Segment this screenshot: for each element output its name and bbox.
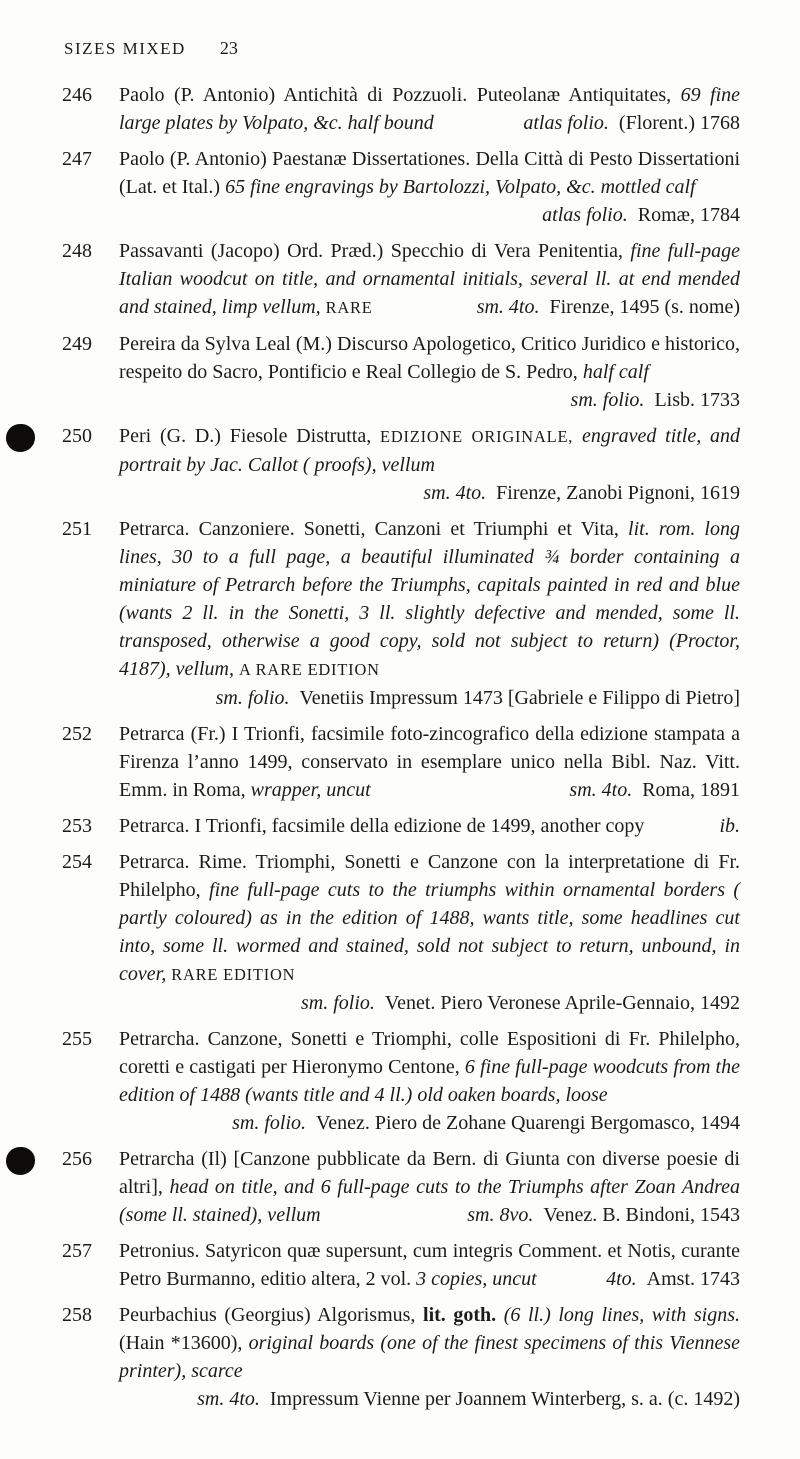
- text-segment: fine full-page cuts to the triumphs within ornamental borders ( partly coloured) as in the edition of 1488, wants title, some headlines cut into, some ll. wormed and stained, sold not subject to return, unbound, in cover,: [119, 879, 740, 985]
- text-segment: sm. folio.: [570, 389, 645, 411]
- entry-imprint: [283, 989, 740, 1017]
- catalog-entry: [62, 330, 740, 414]
- text-segment: Firenze, Zanobi Pignoni, 1619: [486, 482, 740, 504]
- text-segment: lit. rom. long lines, 30 to a full page, a beautiful illuminated ¾ border containing a miniature of Petrarch before the Triumphs, capitals painted in red and blue (wants 2 ll. in the Sonetti, 3 ll. slightly defective and mended, some ll. transposed, otherwise a good copy, sold not subject to return) (Proctor, 4187), vellum,: [119, 518, 740, 680]
- text-segment: Passavanti (Jacopo) Ord. Præd.) Specchio di Vera Penitentia,: [119, 240, 631, 262]
- text-segment: Peri (G. D.) Fiesole Distrutta,: [119, 425, 380, 447]
- entry-imprint: [405, 479, 740, 507]
- text-segment: Pereira da Sylva Leal (M.) Discurso Apologetico, Critico Juridico e historico, respeito do Sacro, Pontificio e Real Collegio de S. Pedro,: [119, 333, 740, 383]
- text-segment: 6 fine full-page woodcuts from the edition of 1488 (wants title and 4 ll.) old oaken boards, loose: [119, 1056, 740, 1106]
- text-segment: Petrarca (Fr.) I Trionfi, facsimile foto-zincografico della edizione stampata a Firenza l’anno 1499, conservato in esemplare unico nella Bibl. Naz. Vitt. Emm. in Roma,: [119, 723, 740, 801]
- text-segment: RARE EDITION: [171, 965, 296, 984]
- text-segment: Roma, 1891: [632, 779, 740, 801]
- entry-imprint: [588, 1265, 740, 1293]
- catalog-entry: [62, 81, 740, 137]
- text-segment: 65 fine engravings by Bartolozzi, Volpato, &c. mottled calf: [225, 176, 696, 198]
- entry-number: 254: [62, 851, 92, 873]
- entry-number: 248: [62, 240, 92, 262]
- text-segment: Paolo (P. Antonio) Paestanæ Dissertationes. Della Città di Pesto Dissertationi (Lat. et Ital.): [119, 148, 740, 198]
- catalog-entry: [62, 1237, 740, 1293]
- text-segment: (Hain *13600),: [119, 1332, 249, 1354]
- entry-imprint: [551, 776, 740, 804]
- text-segment: atlas folio.: [523, 112, 609, 134]
- text-segment: EDIZIONE ORIGINALE,: [379, 427, 574, 446]
- entry-body: [119, 148, 740, 198]
- text-segment: (Florent.) 1768: [608, 112, 740, 134]
- text-segment: head on title, and 6 full-page cuts to the Triumphs after Zoan Andrea (some ll. stained), vellum: [119, 1176, 740, 1226]
- catalog-entry: [62, 1025, 740, 1137]
- page-number: 23: [219, 38, 238, 58]
- catalog-entry: [62, 515, 740, 712]
- entry-number: 253: [62, 815, 92, 837]
- text-segment: sm. 4to.: [476, 296, 540, 318]
- text-segment: lit. goth.: [423, 1304, 497, 1326]
- text-segment: Petrarcha. Canzone, Sonetti e Triomphi, colle Espositioni di Fr. Philelpho, coretti e castigati per Hieronymo Centone,: [119, 1028, 740, 1078]
- entry-number: 255: [62, 1028, 92, 1050]
- entry-imprint: [459, 293, 740, 321]
- text-segment: Romæ, 1784: [627, 204, 740, 226]
- entry-body: [119, 851, 740, 985]
- entry-number: 247: [62, 148, 92, 170]
- entry-body: [119, 333, 740, 383]
- entry-number: 250: [62, 425, 92, 447]
- text-segment: half calf: [582, 361, 649, 383]
- text-segment: sm. folio.: [232, 1112, 307, 1134]
- text-segment: sm. 8vo.: [467, 1204, 534, 1226]
- page-header: [64, 38, 740, 59]
- entry-imprint: [449, 1201, 740, 1229]
- catalog-entry: [62, 848, 740, 1017]
- entry-number: 256: [62, 1148, 92, 1170]
- catalog-entry: [62, 812, 740, 840]
- entry-number: 258: [62, 1304, 92, 1326]
- text-segment: Firenze, 1495 (s. nome): [539, 296, 740, 318]
- text-segment: wrapper, uncut: [250, 779, 371, 801]
- entry-number: 257: [62, 1240, 92, 1262]
- text-segment: Petrarcha (Il) [Canzone pubblicate da Bern. di Giunta con diverse poesie di altri],: [119, 1148, 740, 1198]
- entry-number: 246: [62, 84, 92, 106]
- text-segment: 3 copies, uncut: [416, 1268, 537, 1290]
- entry-number: 252: [62, 723, 92, 745]
- catalog-entry: [62, 422, 740, 507]
- text-segment: Paolo (P. Antonio) Antichità di Pozzuoli. Puteolanæ Antiquitates,: [119, 84, 681, 106]
- text-segment: Petronius. Satyricon quæ supersunt, cum integris Comment. et Notis, curante Petro Burmanno, editio altera, 2 vol.: [119, 1240, 740, 1290]
- catalog-entry: [62, 237, 740, 322]
- text-segment: Amst. 1743: [636, 1268, 740, 1290]
- text-segment: sm. 4to.: [197, 1388, 260, 1410]
- text-segment: Petrarca. Canzoniere. Sonetti, Canzoni et Triumphi et Vita,: [119, 518, 629, 540]
- entry-number: 249: [62, 333, 92, 355]
- catalog-entry: [62, 1301, 740, 1413]
- entry-body: [119, 1304, 740, 1382]
- entry-imprint: [214, 1109, 740, 1137]
- entry-imprint: [505, 109, 740, 137]
- text-segment: (6 ll.) long lines, with signs.: [496, 1304, 740, 1326]
- text-segment: Venet. Piero Veronese Aprile-Gennaio, 1492: [374, 992, 740, 1014]
- entry-body: [119, 1028, 740, 1106]
- entry-body: [119, 425, 740, 476]
- text-segment: engraved title, and portrait by Jac. Callot ( proofs), vellum: [119, 425, 740, 476]
- text-segment: Petrarca. Rime. Triomphi, Sonetti e Canzone con la interpretatione di Fr. Philelpho,: [119, 851, 740, 901]
- text-segment: Lisb. 1733: [644, 389, 740, 411]
- text-segment: Petrarca. I Trionfi, facsimile della edizione de 1499, another copy: [119, 815, 645, 837]
- margin-ink-dot: [6, 424, 35, 452]
- running-title: SIZES MIXED: [64, 39, 186, 58]
- text-segment: fine full-page Italian woodcut on title, and ornamental initials, several ll. at end mended and stained, limp vellum,: [119, 240, 740, 318]
- text-segment: A RARE EDITION: [238, 660, 380, 679]
- text-segment: ib.: [719, 815, 740, 837]
- text-segment: original boards (one of the finest specimens of this Viennese printer), scarce: [119, 1332, 740, 1382]
- text-segment: Venez. Piero de Zohane Quarengi Bergomasco, 1494: [306, 1112, 740, 1134]
- text-segment: Venetiis Impressum 1473 [Gabriele e Filippo di Pietro]: [289, 687, 740, 709]
- entry-imprint: [524, 201, 740, 229]
- text-segment: sm. 4to.: [569, 779, 633, 801]
- text-segment: sm. 4to.: [423, 482, 487, 504]
- catalog-entry: [62, 720, 740, 804]
- text-segment: sm. folio.: [215, 687, 290, 709]
- text-segment: 69 fine large plates by Volpato, &c. half bound: [119, 84, 741, 134]
- text-segment: RARE: [325, 298, 373, 317]
- text-segment: Peurbachius (Georgius) Algorismus,: [119, 1304, 424, 1326]
- margin-ink-dot: [6, 1147, 35, 1175]
- entry-body: [119, 518, 740, 680]
- catalog-entry: [62, 145, 740, 229]
- catalog-entry: [62, 1145, 740, 1229]
- entry-imprint: [553, 386, 740, 414]
- text-segment: Venez. B. Bindoni, 1543: [533, 1204, 740, 1226]
- text-segment: Impressum Vienne per Joannem Winterberg, s. a. (c. 1492): [259, 1388, 740, 1410]
- text-segment: sm. folio.: [300, 992, 375, 1014]
- entry-imprint: [198, 684, 740, 712]
- entry-body: [119, 815, 644, 837]
- entry-number: 251: [62, 518, 92, 540]
- text-segment: atlas folio.: [542, 204, 628, 226]
- text-segment: 4to.: [606, 1268, 637, 1290]
- entry-imprint: [179, 1385, 740, 1413]
- entry-imprint: [701, 812, 740, 840]
- entries-list: [62, 81, 740, 1413]
